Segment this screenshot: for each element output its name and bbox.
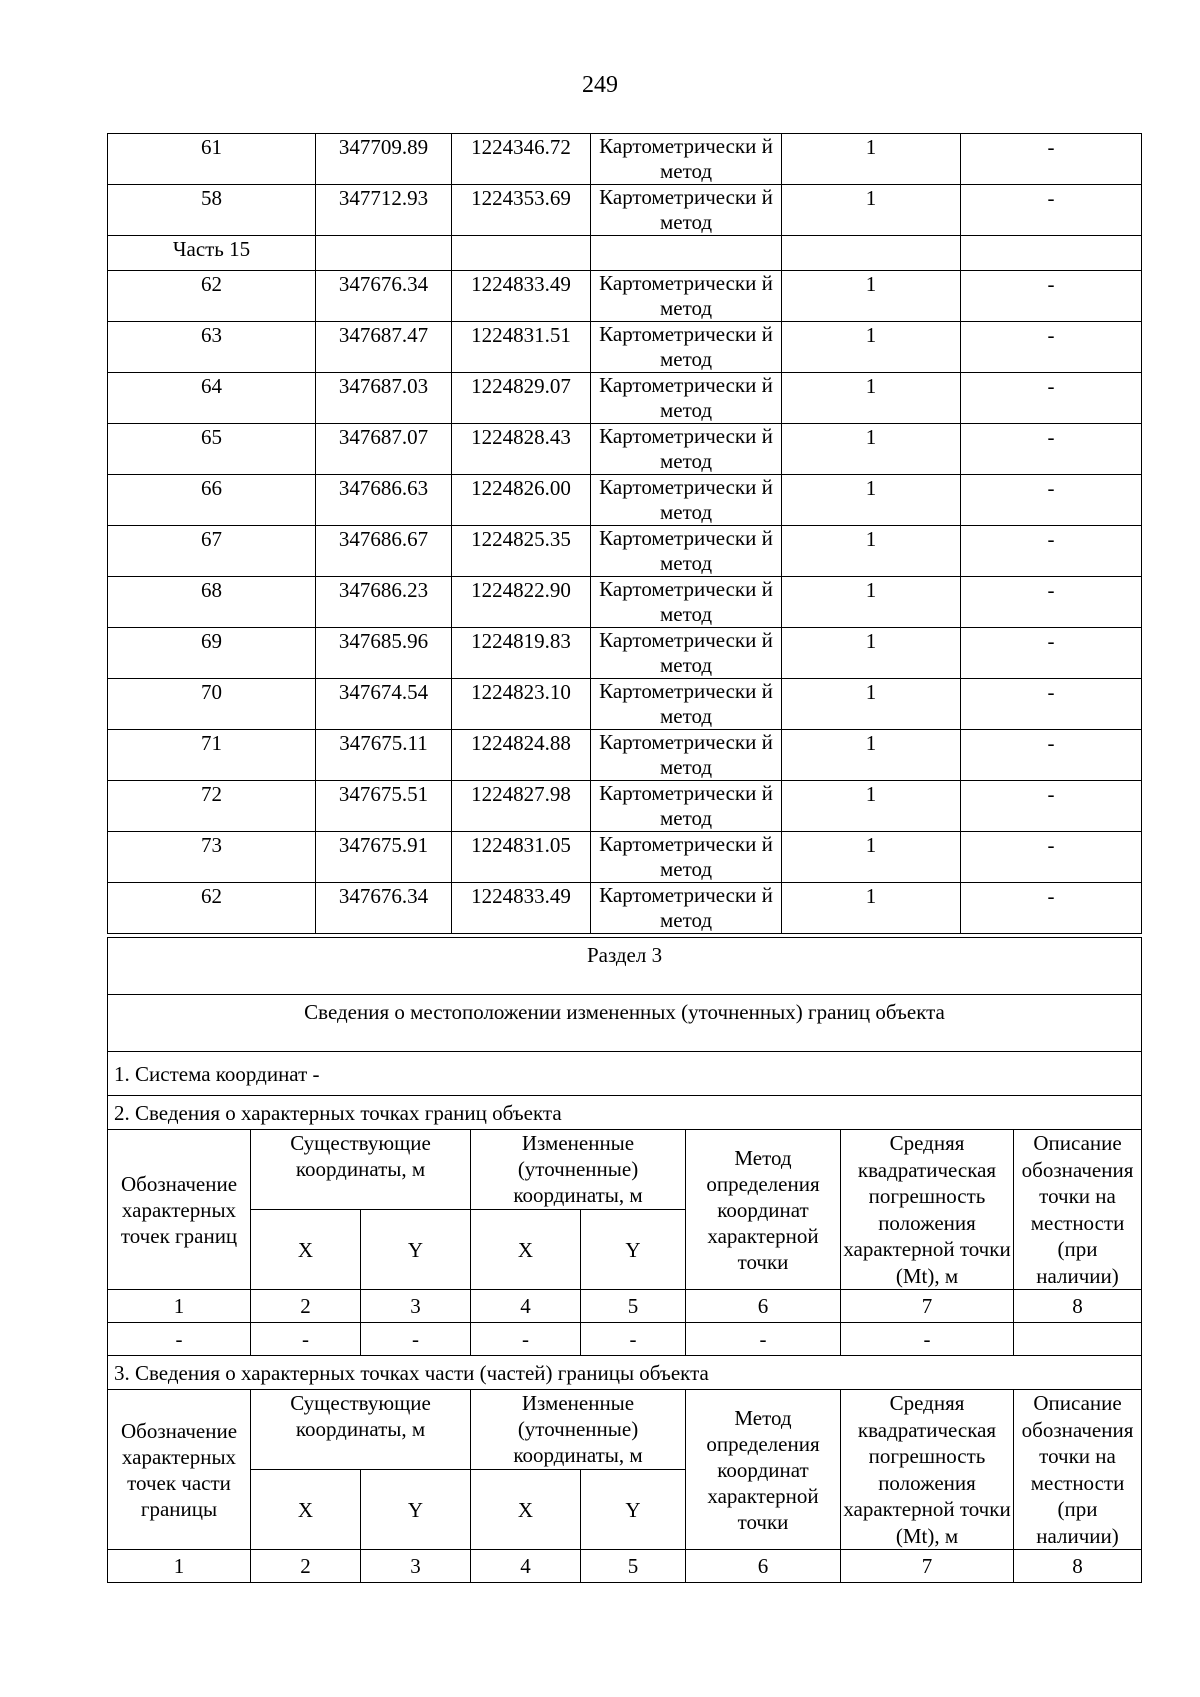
table-row: [108, 730, 1142, 781]
y-cell: 1224833.49: [452, 883, 591, 934]
x-cell: 347676.34: [316, 883, 452, 934]
column-number-cell: 8: [1014, 1550, 1142, 1583]
x-cell: 347686.23: [316, 577, 452, 628]
x-cell: 347687.47: [316, 322, 452, 373]
part-row: [108, 236, 1142, 271]
y-cell: 1224827.98: [452, 781, 591, 832]
col-method: Метод определения координат характерной точки: [686, 1130, 841, 1290]
points-heading: 2. Сведения о характерных точках границ объекта: [108, 1096, 1142, 1130]
table-row: [108, 628, 1142, 679]
method-cell: Картометрически й метод: [591, 424, 782, 475]
col-y-existing: Y: [361, 1210, 471, 1290]
x-cell: 347675.91: [316, 832, 452, 883]
column-number-cell: 1: [108, 1550, 251, 1583]
col-existing: Существующие координаты, м: [251, 1130, 471, 1210]
method-cell: Картометрически й метод: [591, 628, 782, 679]
column-number-cell: 5: [581, 1290, 686, 1323]
method-cell: Картометрически й метод: [591, 526, 782, 577]
accuracy-cell: 1: [782, 883, 961, 934]
x-cell: 347675.51: [316, 781, 452, 832]
y-cell: 1224346.72: [452, 134, 591, 185]
table-row: [108, 781, 1142, 832]
dash-cell: [1014, 1323, 1142, 1356]
point-cell: 61: [108, 134, 316, 185]
col-x-existing: X: [251, 1210, 361, 1290]
y-cell: 1224833.49: [452, 271, 591, 322]
table-row: [108, 475, 1142, 526]
table-row: [108, 185, 1142, 236]
description-cell: -: [961, 628, 1142, 679]
empty-cell: [782, 236, 961, 271]
point-cell: 65: [108, 424, 316, 475]
column-number-cell: 6: [686, 1550, 841, 1583]
method-cell: Картометрически й метод: [591, 781, 782, 832]
column-number-cell: 7: [841, 1550, 1014, 1583]
column-number-cell: 7: [841, 1290, 1014, 1323]
table-row: [108, 679, 1142, 730]
table-row: [108, 322, 1142, 373]
accuracy-cell: 1: [782, 526, 961, 577]
parts-col-existing: Существующие координаты, м: [251, 1390, 471, 1470]
accuracy-cell: 1: [782, 577, 961, 628]
x-cell: 347676.34: [316, 271, 452, 322]
accuracy-cell: 1: [782, 134, 961, 185]
point-cell: 73: [108, 832, 316, 883]
dash-cell: -: [251, 1323, 361, 1356]
method-cell: Картометрически й метод: [591, 577, 782, 628]
point-cell: 62: [108, 883, 316, 934]
point-cell: 68: [108, 577, 316, 628]
section-3-table: [107, 937, 1142, 1583]
method-cell: Картометрически й метод: [591, 679, 782, 730]
empty-cell: [961, 236, 1142, 271]
dash-cell: -: [581, 1323, 686, 1356]
y-cell: 1224826.00: [452, 475, 591, 526]
column-number-cell: 2: [251, 1290, 361, 1323]
coordinates-table: [107, 133, 1142, 934]
x-cell: 347687.07: [316, 424, 452, 475]
section-title: Раздел 3: [108, 938, 1142, 995]
part-label: Часть 15: [108, 236, 316, 271]
column-number-cell: 4: [471, 1290, 581, 1323]
x-cell: 347709.89: [316, 134, 452, 185]
y-cell: 1224825.35: [452, 526, 591, 577]
y-cell: 1224829.07: [452, 373, 591, 424]
accuracy-cell: 1: [782, 322, 961, 373]
description-cell: -: [961, 475, 1142, 526]
column-number-cell: 3: [361, 1290, 471, 1323]
point-cell: 58: [108, 185, 316, 236]
accuracy-cell: 1: [782, 185, 961, 236]
col-description: Описание обозначения точки на местности (при наличии): [1014, 1130, 1142, 1290]
y-cell: 1224353.69: [452, 185, 591, 236]
table-row: [108, 424, 1142, 475]
x-cell: 347686.63: [316, 475, 452, 526]
description-cell: -: [961, 781, 1142, 832]
parts-col-description: Описание обозначения точки на местности (при наличии): [1014, 1390, 1142, 1550]
y-cell: 1224831.51: [452, 322, 591, 373]
x-cell: 347686.67: [316, 526, 452, 577]
parts-col-x-changed: X: [471, 1470, 581, 1550]
table-row: [108, 883, 1142, 934]
empty-cell: [452, 236, 591, 271]
parts-col-changed: Измененные (уточненные) координаты, м: [471, 1390, 686, 1470]
y-cell: 1224831.05: [452, 832, 591, 883]
col-y-changed: Y: [581, 1210, 686, 1290]
point-cell: 62: [108, 271, 316, 322]
description-cell: -: [961, 271, 1142, 322]
description-cell: -: [961, 322, 1142, 373]
parts-col-y-changed: Y: [581, 1470, 686, 1550]
description-cell: -: [961, 373, 1142, 424]
table-row: [108, 526, 1142, 577]
parts-heading: 3. Сведения о характерных точках части (частей) границы объекта: [108, 1356, 1142, 1390]
points-dash-row: [108, 1323, 1142, 1356]
point-cell: 67: [108, 526, 316, 577]
column-number-cell: 2: [251, 1550, 361, 1583]
method-cell: Картометрически й метод: [591, 271, 782, 322]
x-cell: 347687.03: [316, 373, 452, 424]
col-x-changed: X: [471, 1210, 581, 1290]
table-row: [108, 134, 1142, 185]
accuracy-cell: 1: [782, 832, 961, 883]
accuracy-cell: 1: [782, 373, 961, 424]
description-cell: -: [961, 577, 1142, 628]
accuracy-cell: 1: [782, 628, 961, 679]
method-cell: Картометрически й метод: [591, 185, 782, 236]
description-cell: -: [961, 730, 1142, 781]
point-cell: 63: [108, 322, 316, 373]
y-cell: 1224828.43: [452, 424, 591, 475]
column-number-cell: 3: [361, 1550, 471, 1583]
col-designation: Обозначение характерных точек границ: [108, 1130, 251, 1290]
description-cell: -: [961, 424, 1142, 475]
method-cell: Картометрически й метод: [591, 730, 782, 781]
y-cell: 1224822.90: [452, 577, 591, 628]
dash-cell: -: [841, 1323, 1014, 1356]
method-cell: Картометрически й метод: [591, 134, 782, 185]
accuracy-cell: 1: [782, 475, 961, 526]
description-cell: -: [961, 832, 1142, 883]
table-row: [108, 373, 1142, 424]
accuracy-cell: 1: [782, 781, 961, 832]
x-cell: 347674.54: [316, 679, 452, 730]
column-number-cell: 8: [1014, 1290, 1142, 1323]
description-cell: -: [961, 679, 1142, 730]
accuracy-cell: 1: [782, 679, 961, 730]
description-cell: -: [961, 134, 1142, 185]
point-cell: 70: [108, 679, 316, 730]
column-number-cell: 1: [108, 1290, 251, 1323]
description-cell: -: [961, 185, 1142, 236]
description-cell: -: [961, 526, 1142, 577]
point-cell: 72: [108, 781, 316, 832]
point-cell: 66: [108, 475, 316, 526]
y-cell: 1224823.10: [452, 679, 591, 730]
point-cell: 64: [108, 373, 316, 424]
dash-cell: -: [686, 1323, 841, 1356]
column-number-cell: 5: [581, 1550, 686, 1583]
parts-col-accuracy: Средняя квадратическая погрешность положения характерной точки (Mt), м: [841, 1390, 1014, 1550]
parts-col-designation: Обозначение характерных точек части границы: [108, 1390, 251, 1550]
method-cell: Картометрически й метод: [591, 373, 782, 424]
point-cell: 69: [108, 628, 316, 679]
parts-number-row: [108, 1550, 1142, 1583]
y-cell: 1224819.83: [452, 628, 591, 679]
x-cell: 347712.93: [316, 185, 452, 236]
col-accuracy: Средняя квадратическая погрешность положения характерной точки (Mt), м: [841, 1130, 1014, 1290]
dash-cell: -: [108, 1323, 251, 1356]
accuracy-cell: 1: [782, 271, 961, 322]
empty-cell: [591, 236, 782, 271]
col-changed: Измененные (уточненные) координаты, м: [471, 1130, 686, 1210]
x-cell: 347675.11: [316, 730, 452, 781]
dash-cell: -: [361, 1323, 471, 1356]
dash-cell: -: [471, 1323, 581, 1356]
table-row: [108, 832, 1142, 883]
empty-cell: [316, 236, 452, 271]
x-cell: 347685.96: [316, 628, 452, 679]
accuracy-cell: 1: [782, 424, 961, 475]
coordinate-system-line: 1. Система координат -: [108, 1052, 1142, 1096]
parts-col-x-existing: X: [251, 1470, 361, 1550]
method-cell: Картометрически й метод: [591, 883, 782, 934]
point-cell: 71: [108, 730, 316, 781]
points-number-row: [108, 1290, 1142, 1323]
method-cell: Картометрически й метод: [591, 322, 782, 373]
column-number-cell: 4: [471, 1550, 581, 1583]
method-cell: Картометрически й метод: [591, 475, 782, 526]
description-cell: -: [961, 883, 1142, 934]
column-number-cell: 6: [686, 1290, 841, 1323]
table-row: [108, 271, 1142, 322]
parts-col-method: Метод определения координат характерной точки: [686, 1390, 841, 1550]
method-cell: Картометрически й метод: [591, 832, 782, 883]
page-number: 249: [582, 72, 618, 98]
accuracy-cell: 1: [782, 730, 961, 781]
table-row: [108, 577, 1142, 628]
parts-col-y-existing: Y: [361, 1470, 471, 1550]
section-heading: Сведения о местоположении измененных (уточненных) границ объекта: [108, 995, 1142, 1052]
y-cell: 1224824.88: [452, 730, 591, 781]
